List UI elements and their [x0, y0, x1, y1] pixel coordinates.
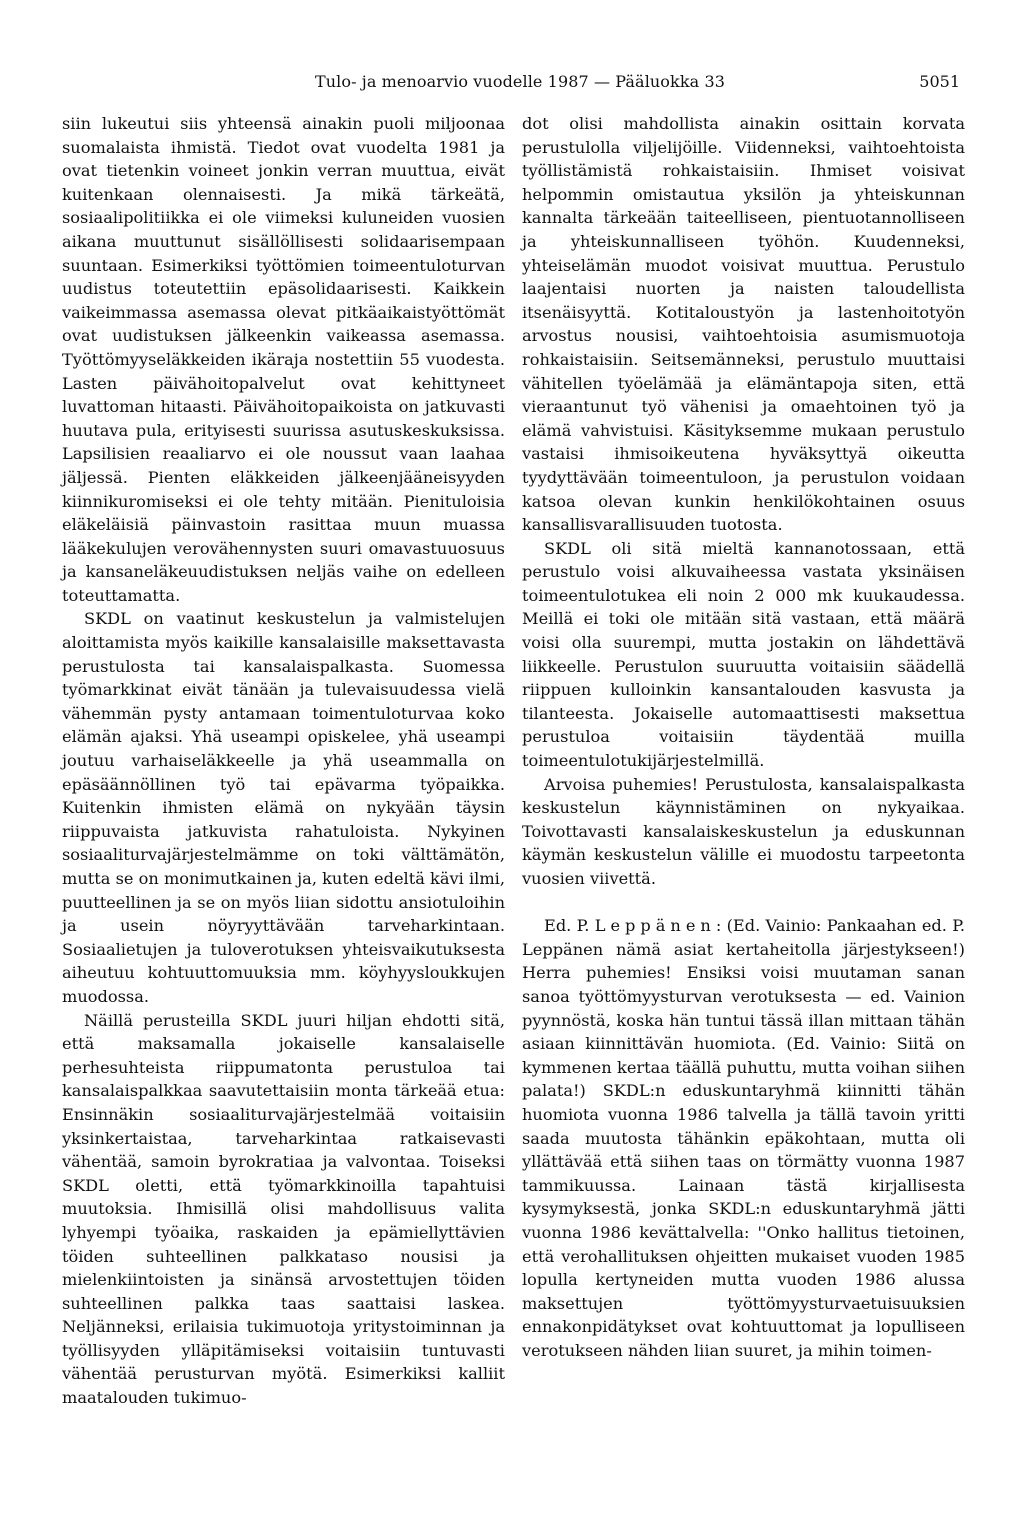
paragraph: siin lukeutui siis yhteensä ainakin puoli miljoonaa suomalaista ihmistä. Tiedot ovat vuodelta 1981 ja ovat tietenkin voineet jonkin verran muuttua, eivät kuitenkaan olennaisesti. Ja mikä tärkeätä, sosiaalipolitiikka ei ole viimeksi kuluneiden vuosien aikana muuttunut sisällöllisesti solidaarisempaan suuntaan. Esimerkiksi työttömien toimeentuloturvan uudistus toteutettiin epäsolidaarisesti. Kaikkein vaikeimmassa asemassa olevat pitkäaikaistyöttömät ovat uudistuksen jälkeenkin vaikeassa asemassa. Työttömyyseläkkeiden ikäraja nostettiin 55 vuodesta. Lasten päivähoitopalvelut ovat kehittyneet luvattoman hitaasti. Päivähoitopaikoista on jatkuvasti huutava pula, erityisesti suurissa asutuskeskuksissa. Lapsilisien reaaliarvo ei ole noussut vaan laahaa jäljessä. Pienten eläkkeiden jälkeenjääneisyyden kiinnikuromiseksi ei ole tehty mitään. Pienituloisia eläkeläisiä päinvastoin rasittaa muun muassa lääkekulujen verovähennysten suuri omavastuuosuus ja kansaneläkeuudistuksen neljäs vaihe on edelleen toteuttamatta. [62, 114, 505, 605]
paragraph: Arvoisa puhemies! Perustulosta, kansalaispalkasta keskustelun käynnistäminen on nykyaikaa. Toivottavasti kansalaiskeskustelun ja eduskunnan käymän keskustelun välille ei muodostu tarpeetonta vuosien viivettä. [522, 774, 965, 888]
right-column [522, 112, 965, 1362]
page-number: 5051 [919, 72, 960, 91]
paragraph: SKDL oli sitä mieltä kannanotossaan, että perustulo voisi alkuvaiheessa vastata yksinäisen toimeentulotukea eli noin 2 000 mk kuukaudessa. Meillä ei toki ole mitään sitä vastaan, että määrä voisi olla suurempi, mutta jostakin on lähdettävä liikkeelle. Perustulon suuruutta voitaisiin säädellä riippuen kulloinkin kansantalouden kasvusta ja tilanteesta. Jokaiselle automaattisesti maksettua perustuloa voitaisiin täydentää muilla toimeentulotukijärjestelmillä. [522, 538, 965, 771]
paragraph: SKDL on vaatinut keskustelun ja valmistelujen aloittamista myös kaikille kansalaisille maksettavasta perustulosta tai kansalaispalkasta. Suomessa työmarkkinat eivät tänään ja tulevaisuudessa vielä vähemmän pysty antamaan toimentuloturvaa koko elämän ajaksi. Yhä useampi opiskelee, yhä useampi joutuu varhaiseläkkeelle ja yhä useammalla on epäsäännöllinen työ tai epävarma työpaikka. Kuitenkin ihmisten elämä on nykyään täysin riippuvaista jatkuvista rahatuloista. Nykyinen sosiaaliturvajärjestelmämme on toki välttämätön, mutta se on monimutkainen ja, kuten edeltä kävi ilmi, puutteellinen ja se on myös liian sidottu ansiotuloihin ja usein nöyryyttävään tarveharkintaan. Sosiaalietujen ja tuloverotuksen yhteisvaikutuksesta aiheutuu kohtuuttomuuksia mm. köyhyysloukkujen muodossa. [62, 609, 505, 1006]
running-title: Tulo- ja menoarvio vuodelle 1987 — Pääluokka 33 [314, 72, 726, 91]
speech-prefix: Ed. P. [544, 916, 595, 936]
paragraph: dot olisi mahdollista ainakin osittain korvata perustulolla viljelijöille. Viidenneksi, vaihtoehtoista työllistämistä rohkaistaisiin. Ihmiset voisivat helpommin omistautua yksilön ja yhteiskunnan kannalta tärkeään taiteelliseen, pientuotannolliseen ja yhteiskunnalliseen työhön. Kuudenneksi, yhteiselämän muodot voisivat muuttua. Perustulo laajentaisi nuorten ja naisten taloudellista itsenäisyyttä. Kotitaloustyön ja lastenhoitotyön arvostus nousisi, vaihtoehtoisia asumismuotoja rohkaistaisiin. Seitsemänneksi, perustulo muuttaisi vähitellen työelämää ja elämäntapoja siten, että vieraantunut työ vähenisi ja omaehtoinen työ ja elämä vahvistuisi. Käsityksemme mukaan perustulo vastaisi ihmisoikeutena hyväksyttyä oikeutta tyydyttävään toimeentuloon, ja perustulon voidaan katsoa olevan kunkin henkilökohtainen osuus kansallisvarallisuuden tuotosta. [522, 114, 965, 535]
speaker-name: Leppänen [594, 916, 716, 936]
left-column [62, 112, 505, 1410]
paragraph: Näillä perusteilla SKDL juuri hiljan ehdotti sitä, että maksamalla jokaiselle kansalaiselle perhesuhteista riippumatonta perustuloa tai kansalaispalkkaa saavutettaisiin monta tärkeää etua: Ensinnäkin sosiaaliturvajärjestelmää voitaisiin yksinkertaistaa, tarveharkintaa ratkaisevasti vähentää, samoin byrokratiaa ja valvontaa. Toiseksi SKDL oletti, että työmarkkinoilla tapahtuisi muutoksia. Ihmisillä olisi mahdollisuus valita lyhyempi työaika, raskaiden ja epämiellyttävien töiden suhteellinen palkkataso nousisi ja mielenkiintoisten ja sinänsä arvostettujen töiden suhteellinen palkka taas saattaisi laskea. Neljänneksi, erilaisia tukimuotoja yritystoiminnan ja työllisyyden ylläpitämiseksi voitaisiin tuntuvasti vähentää perusturvan myötä. Esimerkiksi kalliit maatalouden tukimuo- [62, 1010, 505, 1408]
speech-paragraph [522, 914, 965, 1362]
speech-text: : (Ed. Vainio: Pankaahan ed. P. Leppänen nämä asiat kertaheitolla järjestykseen!) Herra puhemies! Ensiksi voisi muutaman sanan sanoa työttömyysturvan verotuksesta — ed. Vainion pyynnöstä, koska hän tuntui tässä illan mittaan tähän asiaan kiinnittävän huomiota. (Ed. Vainio: Siitä on kymmenen kertaa täällä puhuttu, mutta voihan siihen palata!) SKDL:n eduskuntaryhmä kiinnitti tähän huomiota vuonna 1986 talvella ja tällä tavoin yritti saada muutosta tähänkin epäkohtaan, mutta oli yllättävää että siihen taas on törmätty vuonna 1987 tammikuussa. Lainaan tästä kirjallisesta kysymyksestä, jonka SKDL:n eduskuntaryhmä jätti vuonna 1986 kevättalvella: ''Onko hallitus tietoinen, että verohallituksen ohjeitten mukaiset vuoden 1985 lopulla kertyneiden mutta vuoden 1986 alussa maksettujen työttömyysturvaetuisuuksien ennakonpidätykset ovat kohtuuttomat ja lopulliseen verotukseen nähden liian suuret, ja mihin toimen- [522, 916, 965, 1360]
running-header [80, 72, 960, 96]
